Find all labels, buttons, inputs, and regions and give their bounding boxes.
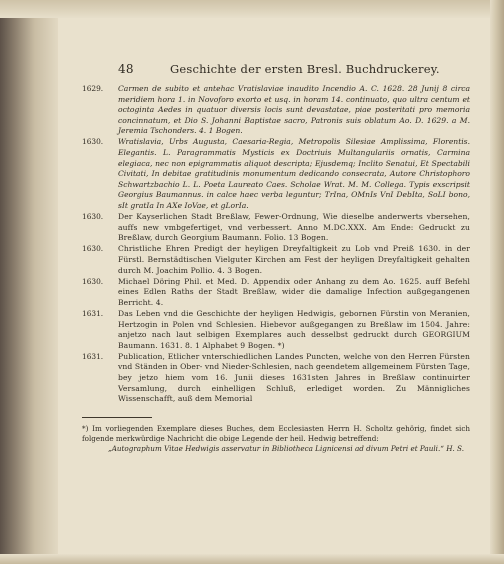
entry-year: 1630. [82, 276, 104, 286]
entry-year: 1630. [82, 212, 104, 222]
list-item [82, 276, 470, 309]
entry-list [82, 84, 470, 405]
footnote-divider [82, 417, 152, 418]
footnote [82, 424, 470, 454]
footnote-text: *) Im vorliegenden Exemplare dieses Buches, dem Ecclesiasten Herrn H. Scholtz gehörig, findet sich folgende merkwürdige Nachricht die obige Legende der heil. Hedwig betreffend: [82, 423, 470, 443]
page-right-edge [490, 0, 504, 564]
page-bottom-edge [0, 554, 504, 564]
running-head: Geschichte der ersten Bresl. Buchdruckerey. [170, 62, 440, 76]
list-item [82, 308, 470, 351]
entry-year: 1631. [82, 351, 104, 361]
list-item [82, 244, 470, 276]
entry-year: 1629. [82, 84, 104, 93]
entry-text: Christliche Ehren Predigt der heyligen Dreyfaltigkeit zu Lob vnd Preiß 1630. in der Fürstl. Bernstädtischen Vielguter Kirchen am Fest der heyligen Dreyfaltigkeit gehalten durch M. Joachim Pollio. 4. 3 Bogen. [118, 244, 470, 275]
entry-year: 1631. [82, 308, 104, 318]
page-number: 48 [118, 62, 134, 76]
entry-text: Wratislavia, Urbs Augusta, Caesaria-Regia, Metropolis Silesiae Amplissima, Florentis. Elegantis. L. Paragrammatis Mysticis ex Doctriuis Multangulariis ornatis, Carmina elegiaca, nec non epigrammatis aliquot descripta; Ejusdemq; Inclito Senatui, Et Spectabili Civitati, In debitae gratitudinis monumentum dedicando consecrata, Autore Christophoro Schwartzbachio L. L. Poeta Laureato Caes. Scholae Wrat. M. M. Collega. Typis exscripsit Georgius Baumannus. in calce haec verba leguntur; TrIna, OMnIs VnI DebIta, SoLI bono, sIt gratIa In AXe IoVae, et gLorIa. [118, 137, 470, 211]
entry-text: Der Kayserlichen Stadt Breßlaw, Fewer-Ordnung, Wie dieselbe anderwerts vbersehen, auffs new vmbgefertiget, vnd verbessert. Anno M.DC.XXX. Am Ende: Gedruckt zu Breßlaw, durch Georgium Baumann. Folio. 13 Bogen. [118, 212, 470, 243]
entry-text: Das Leben vnd die Geschichte der heyligen Hedwigis, gebornen Fürstin von Meranien, Hertzogin in Polen vnd Schlesien. Hiebevor außgegangen zu Breßlaw im 1504. Jahre: anjetzo nach laut selbigen Exemplares auch desselbst gedruckt durch GEORGIUM Baumann. 1631. 8. 1 Alphabet 9 Bogen. *) [118, 308, 470, 350]
entry-text: Publication, Etlicher vnterschiedlichen Landes Puncten, welche von den Herren Fürsten vnd Ständen in Ober- vnd Nieder-Schlesien, nach geendetem allgemeinem Fürsten Tage, bey jetzo hiem vom 16. Junii dieses 1631sten Jahres in Breßlaw continuirter Versamlung, durch einhelligen Schluß, erlediget worden. Zu Männigliches Wissenschafft, auß dem Memorial [118, 351, 470, 404]
list-item [82, 137, 470, 211]
list-item [82, 212, 470, 244]
book-gutter [0, 0, 58, 564]
list-item [82, 351, 470, 405]
entry-year: 1630. [82, 244, 104, 254]
page-content [82, 62, 470, 454]
list-item [82, 84, 470, 137]
page-header [118, 62, 470, 82]
footnote-quote: „Autographum Vitae Hedwigis asservatur in Bibliotheca Lignicensi ad divum Petri et Pauli.“ H. S. [108, 443, 464, 453]
page-top-edge [0, 0, 504, 18]
entry-text: Michael Döring Phil. et Med. D. Appendix oder Anhang zu dem Ao. 1625. auff Befehl eines Edlen Raths der Stadt Breßlaw, wider die damalige Infection außgegangenen Berricht. 4. [118, 276, 470, 307]
entry-text: Carmen de subito et antehac Vratislaviae inaudito Incendio A. C. 1628. 28 Junij 8 circa meridiem hora 1. in Novoforo exorto et usq. in horam 14. continuato, quo ultra centum et octoginta Aedes in quatuor diversis locis sunt devastatae, piae posteritati pro memoria concinnatum, et Dio S. Johanni Baptistae sacro, Patronis suis oblatum Ao. D. 1629. a M. Jeremia Tschonders. 4. 1 Bogen. [118, 84, 470, 136]
entry-year: 1630. [82, 137, 104, 147]
